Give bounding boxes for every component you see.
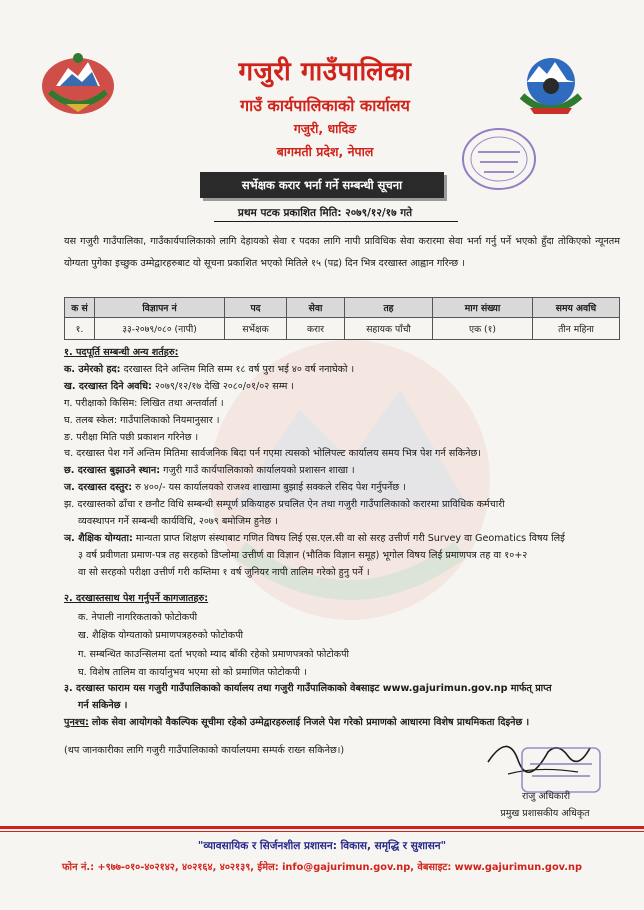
form-availability-line: गर्न सकिनेछ ।: [78, 700, 128, 711]
col-header: क सं: [65, 298, 95, 318]
col-header: सेवा: [287, 298, 345, 318]
condition-item: [64, 446, 624, 463]
document-item: ग. सम्बन्धित काउन्सिलमा दर्ता भएको म्याद बाँकी रहेको प्रमाणपत्रको फोटोकपी: [78, 648, 350, 660]
col-header: तह: [345, 298, 433, 318]
condition-label: क. उमेरको हद:: [64, 363, 121, 375]
condition-item: [64, 430, 624, 447]
condition-text: मान्यता प्राप्त शिक्षण संस्थाबाट गणित विषय लिई एस.एल.सी वा सो सरह उत्तीर्ण गरी Survey वा Geomatics विषय लिई: [135, 532, 565, 544]
condition-text: गजुरी गाउँ कार्यपालिकाको कार्यालयको प्रशासन शाखा ।: [163, 465, 355, 477]
table-cell: सहायक पाँचौ: [345, 318, 433, 340]
table-cell: ३३-२०७९/०८० (नापी): [95, 318, 225, 340]
condition-item: [64, 396, 624, 413]
condition-item: [64, 497, 624, 514]
condition-item: [64, 362, 624, 379]
place-line: गजुरी, धादिङ: [293, 121, 357, 136]
contact-note: (थप जानकारीका लागि गजुरी गाउँपालिकाको कार्यालयमा सम्पर्क राख्न सकिनेछ।): [64, 745, 345, 756]
table-row: [65, 318, 620, 340]
condition-item: [64, 531, 624, 548]
document-item: ख. शैक्षिक योग्यताको प्रमाणपत्रहरुको फोटोकपी: [78, 630, 244, 641]
document-item: क. नेपाली नागरिकताको फोटोकपी: [78, 611, 198, 623]
section-heading: २. दरखास्तसाथ पेश गर्नुपर्ने कागजातहरु:: [64, 593, 209, 604]
condition-text: च. दरखास्त पेश गर्ने अन्तिम मितिमा सार्वजनिक बिदा पर्न गएमा त्यसको भोलिपल्ट कार्यालय समय भित्र पेश गर्न सकिनेछ।: [64, 448, 481, 460]
condition-label: ख. दरखास्त दिने अवधि:: [64, 380, 152, 392]
section-heading: १. पदपूर्ति सम्बन्धी अन्य शर्तहरु:: [64, 347, 179, 358]
municipality-logo-icon: [512, 52, 590, 120]
documents-section: [64, 590, 624, 683]
postscript-label: पुनश्च:: [64, 717, 89, 728]
table-header-row: [65, 298, 620, 318]
form-availability-section: [64, 680, 624, 714]
table-cell: तीन महिना: [533, 318, 620, 340]
table-cell: करार: [287, 318, 345, 340]
footer-divider: [0, 831, 644, 832]
publication-date: प्रथम पटक प्रकाशित मिति: २०७९/१२/१७ गते: [237, 207, 413, 219]
condition-item: [64, 463, 624, 480]
condition-item: [64, 413, 624, 430]
table-cell: १.: [65, 318, 95, 340]
condition-text: झ. दरखास्तको ढाँचा र छनौट विधि सम्बन्धी सम्पूर्ण प्रकियाहरु प्रचलित ऐन तथा गजुरी गाउँपालिकाको करारमा प्राविधिक कर्मचारी: [64, 499, 505, 511]
table-cell: एक (१): [433, 318, 533, 340]
condition-item: [64, 565, 624, 582]
intro-paragraph: यस गजुरी गाउँपालिका, गाउँकार्यपालिकाको लागि देहायको सेवा र पदका लागि नापी प्राविधिक सेवा करारमा सेवा भर्ना गर्नु पर्ने भएको हुँदा तोकिएको न्यूनतम योग्यता पुगेका इच्छुक उम्मेद्वारहरुबाट यो सूचना प्रकाशित भएको मितिले १५ (पद्र) दिन भित्र दरखास्त आह्वान गरिन्छ ।: [64, 236, 620, 269]
province-line: बागमती प्रदेश, नेपाल: [276, 144, 374, 159]
condition-text: ३ वर्ष प्रवीणता प्रमाण-पत्र तह सरहको डिप्लोमा उत्तीर्ण वा विज्ञान (भौतिक विज्ञान समूह) भूगोल विषय लिई प्रमाणपत्र तह वा १०+२: [78, 549, 528, 561]
col-header: विज्ञापन नं: [95, 298, 225, 318]
col-header: पद: [225, 298, 287, 318]
signatory-name: राजु अधिकारी: [521, 791, 571, 802]
condition-text: ङ. परीक्षा मिति पछी प्रकाशन गरिनेछ ।: [64, 431, 199, 443]
condition-label: ञ. शैक्षिक योग्यता:: [64, 532, 133, 544]
document-item: घ. विशेष तालिम वा कार्यानुभव भएमा सो को प्रमाणित फोटोकपी ।: [78, 667, 307, 678]
form-availability-line: ३. दरखास्त फाराम यस गजुरी गाउँपालिकाको कार्यालय तथा गजुरी गाउँपालिकाको वेबसाइट www.gajurimun.gov.np मार्फत् प्राप्त: [64, 683, 552, 694]
publication-date-underline: [214, 221, 458, 222]
condition-label: छ. दरखास्त बुझाउने स्थान:: [64, 465, 161, 477]
col-header: समय अवधि: [533, 298, 620, 318]
postscript-text: लोक सेवा आयोगको वैकल्पिक सूचीमा रहेको उम्मेद्वारहरुलाई निजले पेश गरेको प्रमाणको आधारमा विशेष प्राथमिकता दिइनेछ ।: [91, 717, 530, 728]
condition-item: [64, 514, 624, 531]
footer-divider: [0, 826, 644, 829]
footer-motto: "व्यावसायिक र सिर्जनशील प्रशासन: विकास, समृद्धि र सुशासन": [197, 840, 447, 852]
col-header: माग संख्या: [433, 298, 533, 318]
condition-item: [64, 379, 624, 396]
condition-text: ग. परीक्षाको किसिम: लिखित तथा अन्तर्वार्ता ।: [64, 397, 224, 409]
condition-item: [64, 480, 624, 497]
condition-label: ज. दरखास्त दस्तुर:: [64, 482, 133, 494]
condition-text: रु ४००/- यस कार्यालयको राजश्व शाखामा बुझाई सक्कले रसिद पेश गर्नुपर्नेछ ।: [135, 482, 406, 494]
condition-text: २०७९/१२/१७ देखि २०८०/०१/०२ सम्म ।: [154, 380, 295, 392]
footer-contact: फोन नं.: +९७७-०१०-४०२१४२, ४०२१६४, ४०२१३९, ईमेल: info@gajurimun.gov.np, वेबसाइट: www.gajurimun.gov.np: [62, 862, 582, 873]
nepal-emblem-icon: [36, 46, 120, 118]
condition-text: दरखास्त दिने अन्तिम मिति सम्म १८ वर्ष पुरा भई ४० वर्ष ननाघेको ।: [123, 363, 355, 375]
office-stamp-icon: [458, 122, 540, 196]
notice-banner: सर्भेक्षक करार भर्ना गर्ने सम्बन्धी सूचना: [200, 172, 444, 198]
condition-text: घ. तलब स्केल: गाउँपालिकाको नियमानुसार ।: [64, 414, 220, 426]
conditions-section: [64, 345, 624, 582]
condition-text: व्यवस्थापन गर्ने सम्बन्धी कार्यविधि, २०७९ बमोजिम हुनेछ ।: [78, 516, 278, 528]
condition-item: [64, 548, 624, 565]
municipality-title: गजुरी गाउँपालिका: [238, 57, 412, 87]
table-cell: सर्भेक्षक: [225, 318, 287, 340]
condition-text: वा सो सरहको परीक्षा उत्तीर्ण गरी कम्तिमा १ वर्ष जुनियर नापी तालिम गरेको हुनु पर्ने ।: [78, 566, 370, 578]
vacancy-table: [64, 297, 620, 340]
signatory-title: प्रमुख प्रशासकीय अधिकृत: [500, 808, 590, 819]
office-title: गाउँ कार्यपालिकाको कार्यालय: [240, 96, 410, 115]
